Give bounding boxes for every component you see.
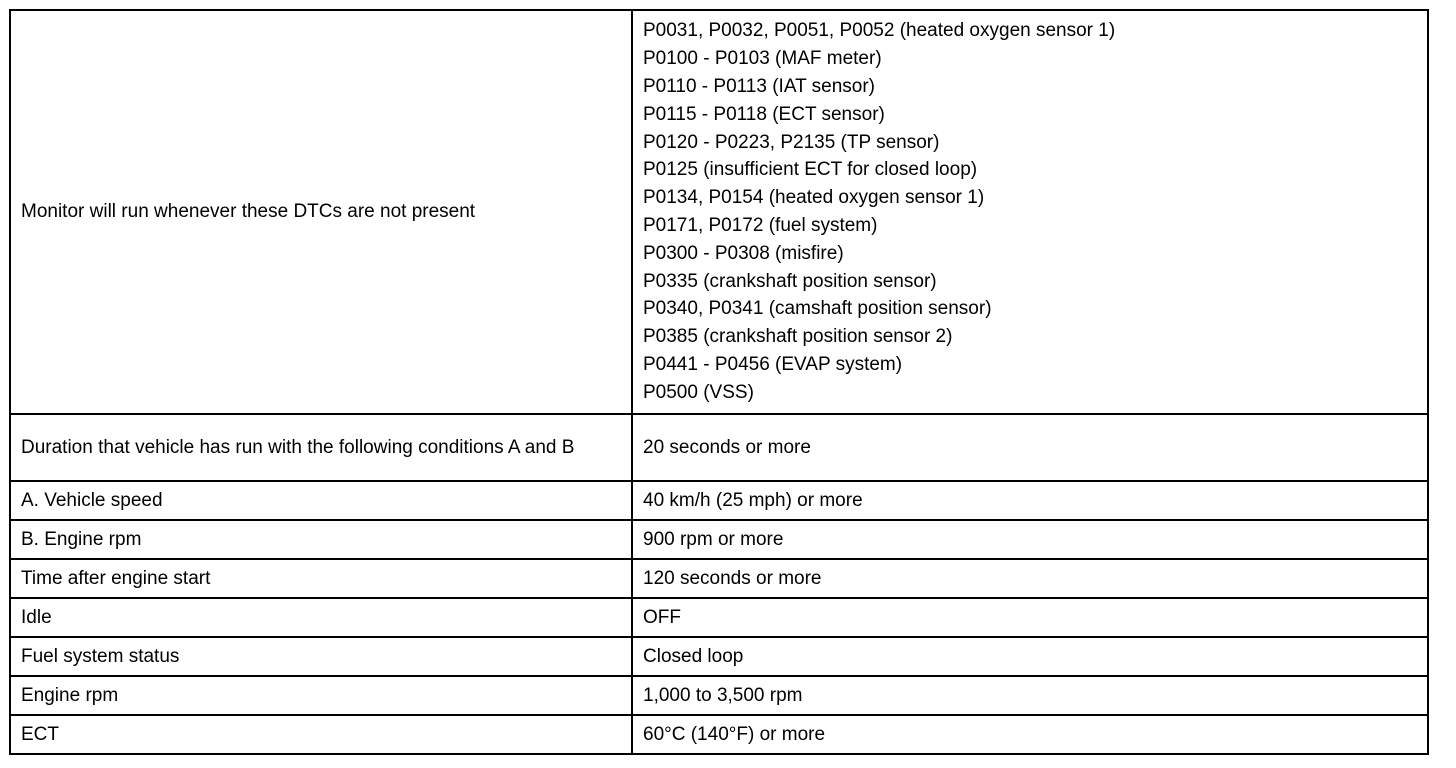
dtc-list-item: P0100 - P0103 (MAF meter) bbox=[643, 48, 882, 70]
row-label: Engine rpm bbox=[10, 676, 632, 715]
row-value: 20 seconds or more bbox=[632, 414, 1428, 481]
row-value: 60°C (140°F) or more bbox=[632, 715, 1428, 754]
row-label: A. Vehicle speed bbox=[10, 481, 632, 520]
dtc-list-item: P0115 - P0118 (ECT sensor) bbox=[643, 103, 885, 125]
table-row bbox=[10, 481, 1428, 520]
row-value: Closed loop bbox=[632, 637, 1428, 676]
row-label: Duration that vehicle has run with the following conditions A and B bbox=[10, 414, 632, 481]
row-label: Monitor will run whenever these DTCs are not present bbox=[10, 10, 632, 414]
dtc-list-item: P0134, P0154 (heated oxygen sensor 1) bbox=[643, 187, 985, 209]
dtc-list-item: P0171, P0172 (fuel system) bbox=[643, 215, 878, 236]
dtc-list-item: P0441 - P0456 (EVAP system) bbox=[643, 353, 903, 375]
table-row bbox=[10, 715, 1428, 754]
dtc-list-item: P0340, P0341 (camshaft position sensor) bbox=[643, 298, 992, 320]
row-value: 1,000 to 3,500 rpm bbox=[632, 676, 1428, 715]
dtc-list-item: P0500 (VSS) bbox=[643, 381, 754, 403]
dtc-list-item: P0120 - P0223, P2135 (TP sensor) bbox=[643, 131, 940, 153]
row-label: Fuel system status bbox=[10, 637, 632, 676]
table-row bbox=[10, 676, 1428, 715]
dtc-list-item: P0385 (crankshaft position sensor 2) bbox=[643, 326, 953, 348]
row-value: 120 seconds or more bbox=[632, 559, 1428, 598]
table-row bbox=[10, 559, 1428, 598]
row-label: ECT bbox=[10, 715, 632, 754]
dtc-list-item: P0335 (crankshaft position sensor) bbox=[643, 270, 937, 292]
row-label: Idle bbox=[10, 598, 632, 637]
row-label: Time after engine start bbox=[10, 559, 632, 598]
dtc-list-item: P0031, P0032, P0051, P0052 (heated oxygen sensor 1) bbox=[643, 20, 1116, 42]
table-row bbox=[10, 598, 1428, 637]
dtc-list-cell bbox=[632, 10, 1428, 414]
dtc-list-item: P0300 - P0308 (misfire) bbox=[643, 242, 844, 264]
table-row bbox=[10, 520, 1428, 559]
row-value: 900 rpm or more bbox=[632, 520, 1428, 559]
dtc-list-item: P0110 - P0113 (IAT sensor) bbox=[643, 76, 875, 98]
dtc-list-item: P0125 (insufficient ECT for closed loop) bbox=[643, 159, 978, 181]
table-row bbox=[10, 414, 1428, 481]
monitor-conditions-document bbox=[9, 9, 1425, 755]
row-value: OFF bbox=[632, 598, 1428, 637]
table-row bbox=[10, 637, 1428, 676]
monitor-conditions-table bbox=[9, 9, 1429, 755]
row-label: B. Engine rpm bbox=[10, 520, 632, 559]
row-value: 40 km/h (25 mph) or more bbox=[632, 481, 1428, 520]
table-row-dtc-list bbox=[10, 10, 1428, 414]
